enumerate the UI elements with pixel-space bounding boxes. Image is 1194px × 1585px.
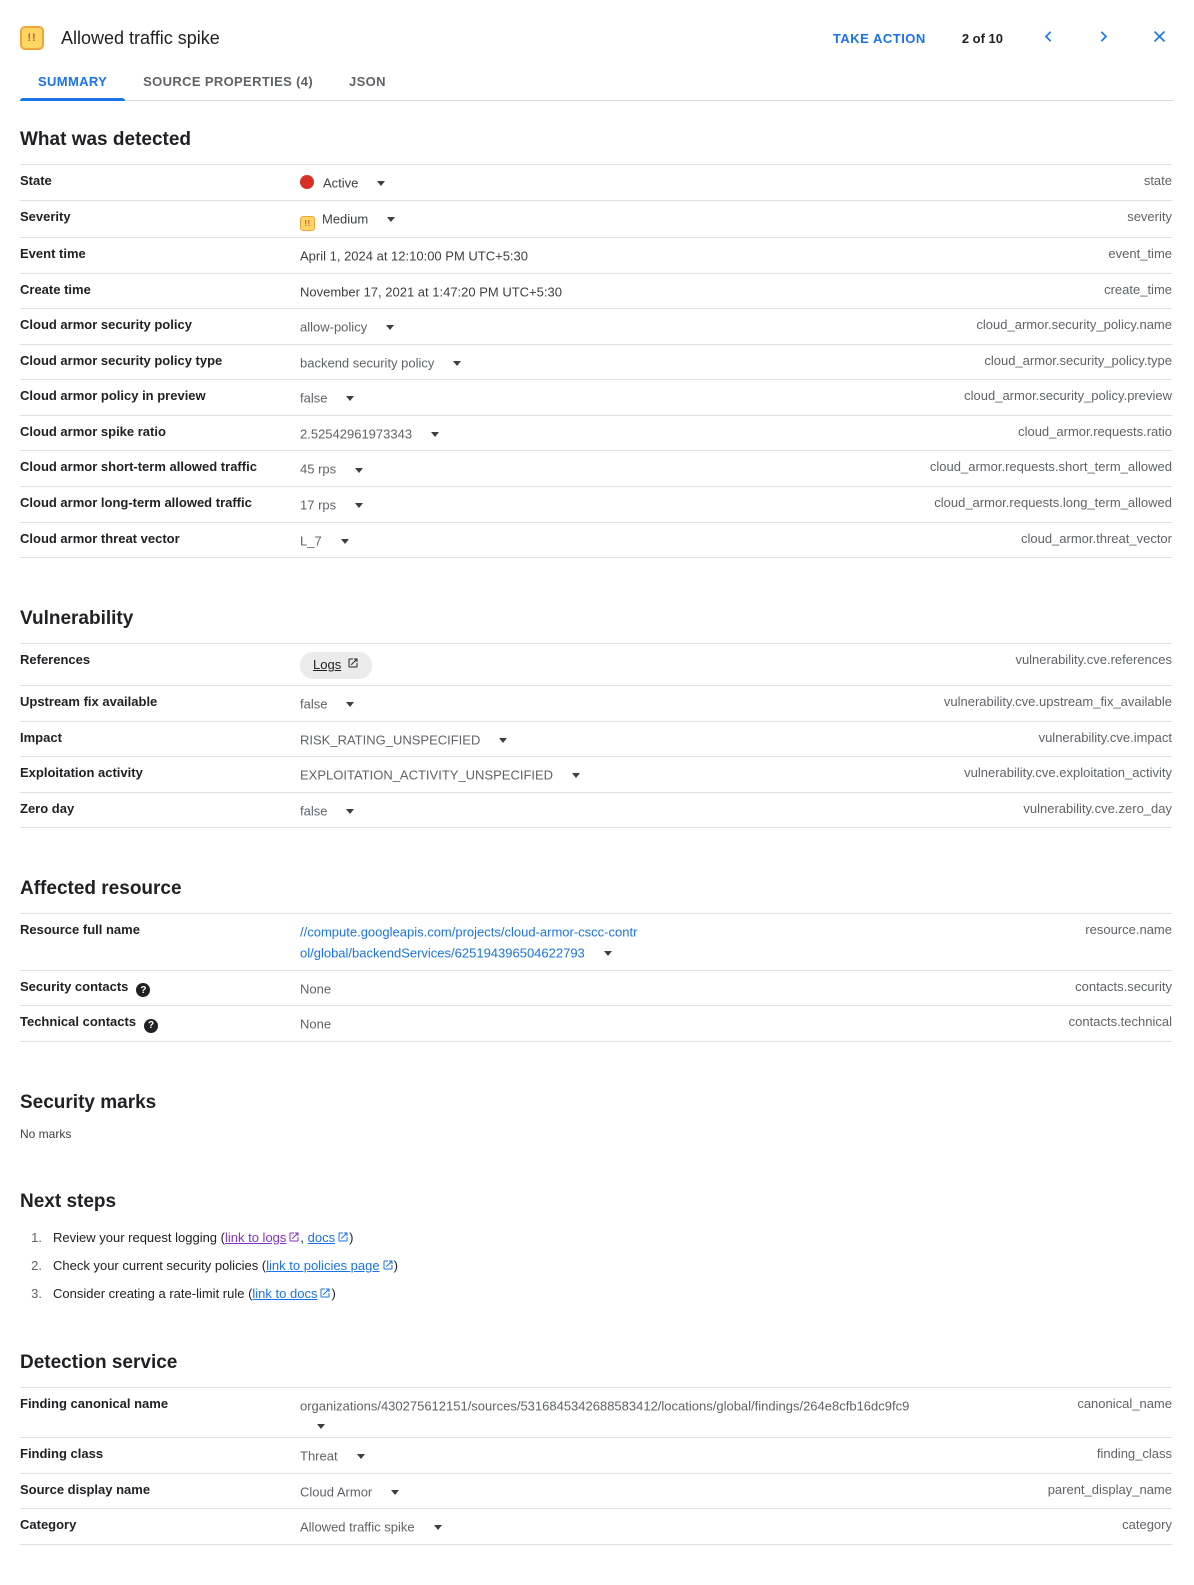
field-value-text: April 1, 2024 at 12:10:00 PM UTC+5:30	[300, 248, 528, 264]
chevron-right-icon	[1096, 29, 1111, 47]
field-label-text: Exploitation activity	[20, 765, 143, 781]
section-title: Vulnerability	[20, 608, 134, 630]
field-value-text: Cloud Armor	[300, 1484, 373, 1500]
step-link[interactable]	[308, 1230, 349, 1245]
dropdown-arrow-icon[interactable]	[499, 738, 507, 743]
field-label-text: Finding canonical name	[20, 1395, 169, 1411]
field-value-text: Medium	[322, 211, 369, 227]
dropdown-arrow-icon[interactable]	[346, 702, 354, 707]
field-value	[300, 315, 960, 338]
field-label-text: Upstream fix available	[20, 694, 158, 710]
attribute-name: contacts.technical	[1068, 1014, 1172, 1030]
section-affected-resource	[20, 878, 1172, 1041]
attribute-name: vulnerability.cve.upstream_fix_available	[943, 694, 1172, 710]
field-label-text: Security contacts	[20, 978, 129, 994]
field-label	[20, 457, 300, 474]
section-what-was-detected	[20, 129, 1172, 558]
field-label-text: Cloud armor short-term allowed traffic	[20, 459, 257, 475]
attribute-name: vulnerability.cve.exploitation_activity	[964, 765, 1172, 781]
field-value-text: L_7	[300, 533, 322, 549]
step-text	[53, 1285, 336, 1302]
next-finding-button[interactable]	[1094, 27, 1113, 49]
step-link-text: link to logs	[224, 1229, 287, 1245]
step-text-part: Consider creating a rate-limit rule (	[53, 1285, 253, 1301]
attribute-name: cloud_armor.threat_vector	[1020, 530, 1172, 546]
resource-link[interactable]: //compute.googleapis.com/projects/cloud-armor-cscc-control/global/backendServices/625194396504622793	[300, 924, 638, 961]
step-text	[53, 1229, 353, 1246]
field-row	[20, 345, 1172, 381]
field-label-text: State	[20, 173, 52, 188]
field-row	[20, 1438, 1172, 1474]
external-link-icon	[286, 1230, 300, 1245]
next-steps-list	[20, 1229, 1172, 1302]
field-value-text: RISK_RATING_UNSPECIFIED	[300, 732, 481, 748]
take-action-button[interactable]: TAKE ACTION	[832, 30, 926, 46]
field-row	[20, 1509, 1172, 1545]
logs-chip-label: Logs	[313, 657, 342, 673]
field-rows	[20, 164, 1172, 558]
step-text-part: )	[349, 1229, 354, 1245]
step-link[interactable]	[225, 1230, 300, 1245]
field-label	[20, 1394, 300, 1411]
field-row	[20, 971, 1172, 1007]
dropdown-arrow-icon[interactable]	[386, 325, 394, 330]
field-label	[20, 728, 300, 745]
step-text-part: ,	[300, 1229, 308, 1245]
step-number: 3.	[31, 1285, 42, 1301]
field-label-text: Cloud armor security policy type	[20, 352, 223, 368]
attribute-name: contacts.security	[1075, 978, 1172, 994]
field-value	[300, 728, 1023, 751]
dropdown-arrow-icon[interactable]	[355, 468, 363, 473]
field-row	[20, 380, 1172, 416]
field-value	[300, 692, 928, 715]
next-step-item	[20, 1229, 1172, 1246]
field-label	[20, 1444, 300, 1461]
step-number: 2.	[31, 1257, 42, 1273]
field-label-text: Cloud armor threat vector	[20, 530, 180, 546]
field-row	[20, 644, 1172, 686]
field-row	[20, 451, 1172, 487]
external-link-icon	[380, 1258, 394, 1273]
field-value-text: 17 rps	[300, 497, 337, 513]
field-value	[300, 763, 948, 786]
field-label	[20, 763, 300, 780]
section-title: Security marks	[20, 1091, 157, 1113]
field-value	[300, 207, 1111, 232]
field-label	[20, 351, 300, 368]
field-value	[300, 386, 948, 409]
field-label	[20, 1012, 300, 1033]
field-value	[300, 1480, 1032, 1503]
attribute-name: create_time	[1104, 281, 1172, 297]
tab-summary[interactable]: SUMMARY	[20, 62, 125, 100]
field-row	[20, 416, 1172, 452]
field-label-text: Cloud armor policy in preview	[20, 388, 206, 404]
field-row	[20, 274, 1172, 310]
field-label	[20, 207, 300, 224]
section-title: Affected resource	[20, 878, 182, 900]
field-value	[300, 280, 1088, 303]
attribute-name: vulnerability.cve.zero_day	[1023, 800, 1172, 816]
dropdown-arrow-icon[interactable]	[572, 773, 580, 778]
chevron-left-icon	[1041, 29, 1056, 47]
summary-content	[0, 129, 1194, 1585]
dropdown-arrow-icon[interactable]	[346, 396, 354, 401]
field-label	[20, 1480, 300, 1497]
field-label	[20, 692, 300, 709]
field-value	[300, 351, 968, 374]
dropdown-arrow-icon[interactable]	[341, 539, 349, 544]
field-label	[20, 244, 300, 261]
field-label-text: Event time	[20, 246, 86, 262]
section-vulnerability	[20, 608, 1172, 828]
field-value	[300, 1012, 1053, 1035]
field-value	[300, 650, 999, 679]
field-value-text: None	[300, 1016, 332, 1032]
field-value-text: allow-policy	[300, 319, 368, 335]
field-row	[20, 523, 1172, 559]
field-label	[20, 977, 300, 998]
field-value-text: None	[300, 981, 332, 997]
finding-header	[0, 0, 1194, 56]
external-link-icon	[347, 655, 359, 675]
state-active-dot	[300, 175, 314, 189]
attribute-name: cloud_armor.requests.ratio	[1018, 423, 1172, 439]
field-rows	[20, 913, 1172, 1041]
field-value	[300, 977, 1059, 1000]
field-label	[20, 529, 300, 546]
field-label-text: Category	[20, 1517, 77, 1533]
step-link-text: link to docs	[252, 1285, 318, 1301]
tab-source-properties[interactable]: SOURCE PROPERTIES (4)	[125, 62, 331, 100]
dropdown-arrow-icon[interactable]	[604, 951, 612, 956]
field-label	[20, 493, 300, 510]
attribute-name: parent_display_name	[1047, 1481, 1172, 1497]
field-row	[20, 793, 1172, 829]
field-label	[20, 799, 300, 816]
section-title: Detection service	[20, 1351, 178, 1373]
field-label-text: Create time	[20, 281, 91, 297]
section-detection-service	[20, 1352, 1172, 1545]
step-text-part: )	[331, 1285, 336, 1301]
field-value-text: Allowed traffic spike	[300, 1519, 415, 1535]
field-label	[20, 280, 300, 297]
step-link-text: docs	[307, 1229, 336, 1245]
field-value-text: 2.52542961973343	[300, 426, 413, 442]
attribute-name: canonical_name	[1077, 1395, 1172, 1411]
field-row	[20, 722, 1172, 758]
field-label	[20, 315, 300, 332]
field-value	[300, 529, 1005, 552]
field-value-text: EXPLOITATION_ACTIVITY_UNSPECIFIED	[300, 767, 554, 783]
attribute-name: cloud_armor.security_policy.type	[984, 352, 1172, 368]
header-actions	[833, 26, 1170, 50]
field-label-text: Resource full name	[20, 922, 140, 938]
no-marks-text: No marks	[20, 1126, 72, 1141]
field-label-text: Cloud armor long-term allowed traffic	[20, 495, 252, 510]
field-value-text: Threat	[300, 1448, 338, 1464]
dropdown-arrow-icon[interactable]	[346, 809, 354, 814]
dropdown-arrow-icon[interactable]	[431, 432, 439, 437]
field-value	[300, 493, 918, 516]
field-label-text: Severity	[20, 208, 71, 224]
next-step-item	[20, 1257, 1172, 1274]
field-label	[20, 920, 300, 937]
field-label	[20, 650, 300, 667]
field-rows	[20, 643, 1172, 828]
field-row	[20, 1474, 1172, 1510]
step-text	[53, 1257, 398, 1274]
external-link-icon	[335, 1230, 349, 1245]
field-label	[20, 171, 300, 188]
next-step-item	[20, 1285, 1172, 1302]
field-value-text: organizations/430275612151/sources/5316845342688583412/locations/global/findings/264e8cfb16dc9fc9	[300, 1398, 910, 1414]
field-row	[20, 1006, 1172, 1042]
field-row	[20, 238, 1172, 274]
close-button[interactable]	[1149, 26, 1170, 50]
dropdown-arrow-icon[interactable]	[434, 1525, 442, 1530]
field-value	[300, 920, 638, 963]
step-text-part: )	[393, 1257, 398, 1273]
field-value	[300, 422, 1002, 445]
attribute-name: vulnerability.cve.impact	[1038, 729, 1172, 745]
field-label	[20, 1515, 300, 1532]
section-next-steps	[20, 1191, 1172, 1302]
section-title: Next steps	[20, 1190, 117, 1212]
step-text-part: Check your current security policies (	[53, 1257, 267, 1273]
help-icon[interactable]: ?	[136, 983, 150, 997]
attribute-name: cloud_armor.security_policy.preview	[964, 388, 1172, 404]
field-value-text: November 17, 2021 at 1:47:20 PM UTC+5:30	[300, 284, 562, 300]
field-value	[300, 1515, 1106, 1538]
tab-json[interactable]: JSON	[331, 62, 404, 100]
attribute-name: cloud_armor.requests.short_term_allowed	[929, 459, 1172, 475]
field-row	[20, 165, 1172, 201]
attribute-name: severity	[1127, 208, 1172, 224]
field-row	[20, 201, 1172, 239]
external-link-icon	[317, 1286, 331, 1301]
help-icon[interactable]: ?	[144, 1019, 158, 1033]
attribute-name: category	[1122, 1517, 1172, 1533]
field-label-text: Zero day	[20, 800, 75, 816]
field-row	[20, 914, 1172, 970]
attribute-name: cloud_armor.security_policy.name	[976, 317, 1172, 333]
pagination-counter: 2 of 10	[961, 30, 1003, 46]
logs-chip[interactable]	[300, 652, 372, 679]
field-row	[20, 309, 1172, 345]
field-label	[20, 386, 300, 403]
field-label-text: Source display name	[20, 1481, 151, 1497]
dropdown-arrow-icon[interactable]	[391, 1490, 399, 1495]
close-icon	[1151, 28, 1168, 48]
step-link[interactable]	[266, 1258, 393, 1273]
step-link[interactable]	[252, 1286, 331, 1301]
field-value	[300, 457, 914, 480]
severity-medium-icon: !!	[300, 216, 315, 231]
step-number: 1.	[31, 1229, 42, 1245]
step-text-part: Review your request logging (	[53, 1229, 225, 1245]
attribute-name: vulnerability.cve.references	[1015, 652, 1172, 668]
step-link-text: link to policies page	[266, 1257, 380, 1273]
dropdown-arrow-icon[interactable]	[317, 1424, 325, 1429]
tab-bar	[20, 62, 1174, 101]
previous-finding-button[interactable]	[1039, 27, 1058, 49]
field-label-text: Cloud armor spike ratio	[20, 423, 166, 439]
section-title: What was detected	[20, 129, 192, 150]
field-value	[300, 1394, 990, 1432]
attribute-name: event_time	[1108, 246, 1172, 262]
section-security-marks	[20, 1092, 1172, 1141]
attribute-name: cloud_armor.requests.long_term_allowed	[934, 495, 1172, 510]
dropdown-arrow-icon[interactable]	[355, 503, 363, 508]
field-row	[20, 686, 1172, 722]
field-label-text: Cloud armor security policy	[20, 317, 192, 333]
field-value-text: false	[300, 390, 328, 406]
field-label-text: Technical contacts	[20, 1014, 137, 1030]
attribute-name: finding_class	[1096, 1446, 1172, 1462]
field-value-text: Active	[323, 175, 359, 191]
field-value-text: 45 rps	[300, 462, 337, 477]
medium-severity-icon: !!	[20, 26, 44, 50]
field-row	[20, 757, 1172, 793]
field-value	[300, 1444, 1081, 1467]
field-value-text: backend security policy	[300, 355, 435, 371]
dropdown-arrow-icon[interactable]	[453, 361, 461, 366]
field-label-text: References	[20, 652, 91, 668]
field-row	[20, 1388, 1172, 1439]
dropdown-arrow-icon[interactable]	[387, 217, 395, 222]
field-value	[300, 171, 1128, 194]
field-row	[20, 487, 1172, 523]
field-label	[20, 422, 300, 439]
page-title: Allowed traffic spike	[61, 27, 220, 48]
attribute-name: resource.name	[1085, 922, 1172, 938]
dropdown-arrow-icon[interactable]	[377, 181, 385, 186]
field-label-text: Impact	[20, 729, 62, 745]
field-rows	[20, 1387, 1172, 1545]
field-value	[300, 799, 1007, 822]
attribute-name: state	[1143, 173, 1172, 188]
dropdown-arrow-icon[interactable]	[357, 1454, 365, 1459]
field-label-text: Finding class	[20, 1446, 104, 1462]
field-value-text: false	[300, 696, 328, 712]
field-value-text: false	[300, 803, 328, 819]
field-value	[300, 244, 1092, 267]
